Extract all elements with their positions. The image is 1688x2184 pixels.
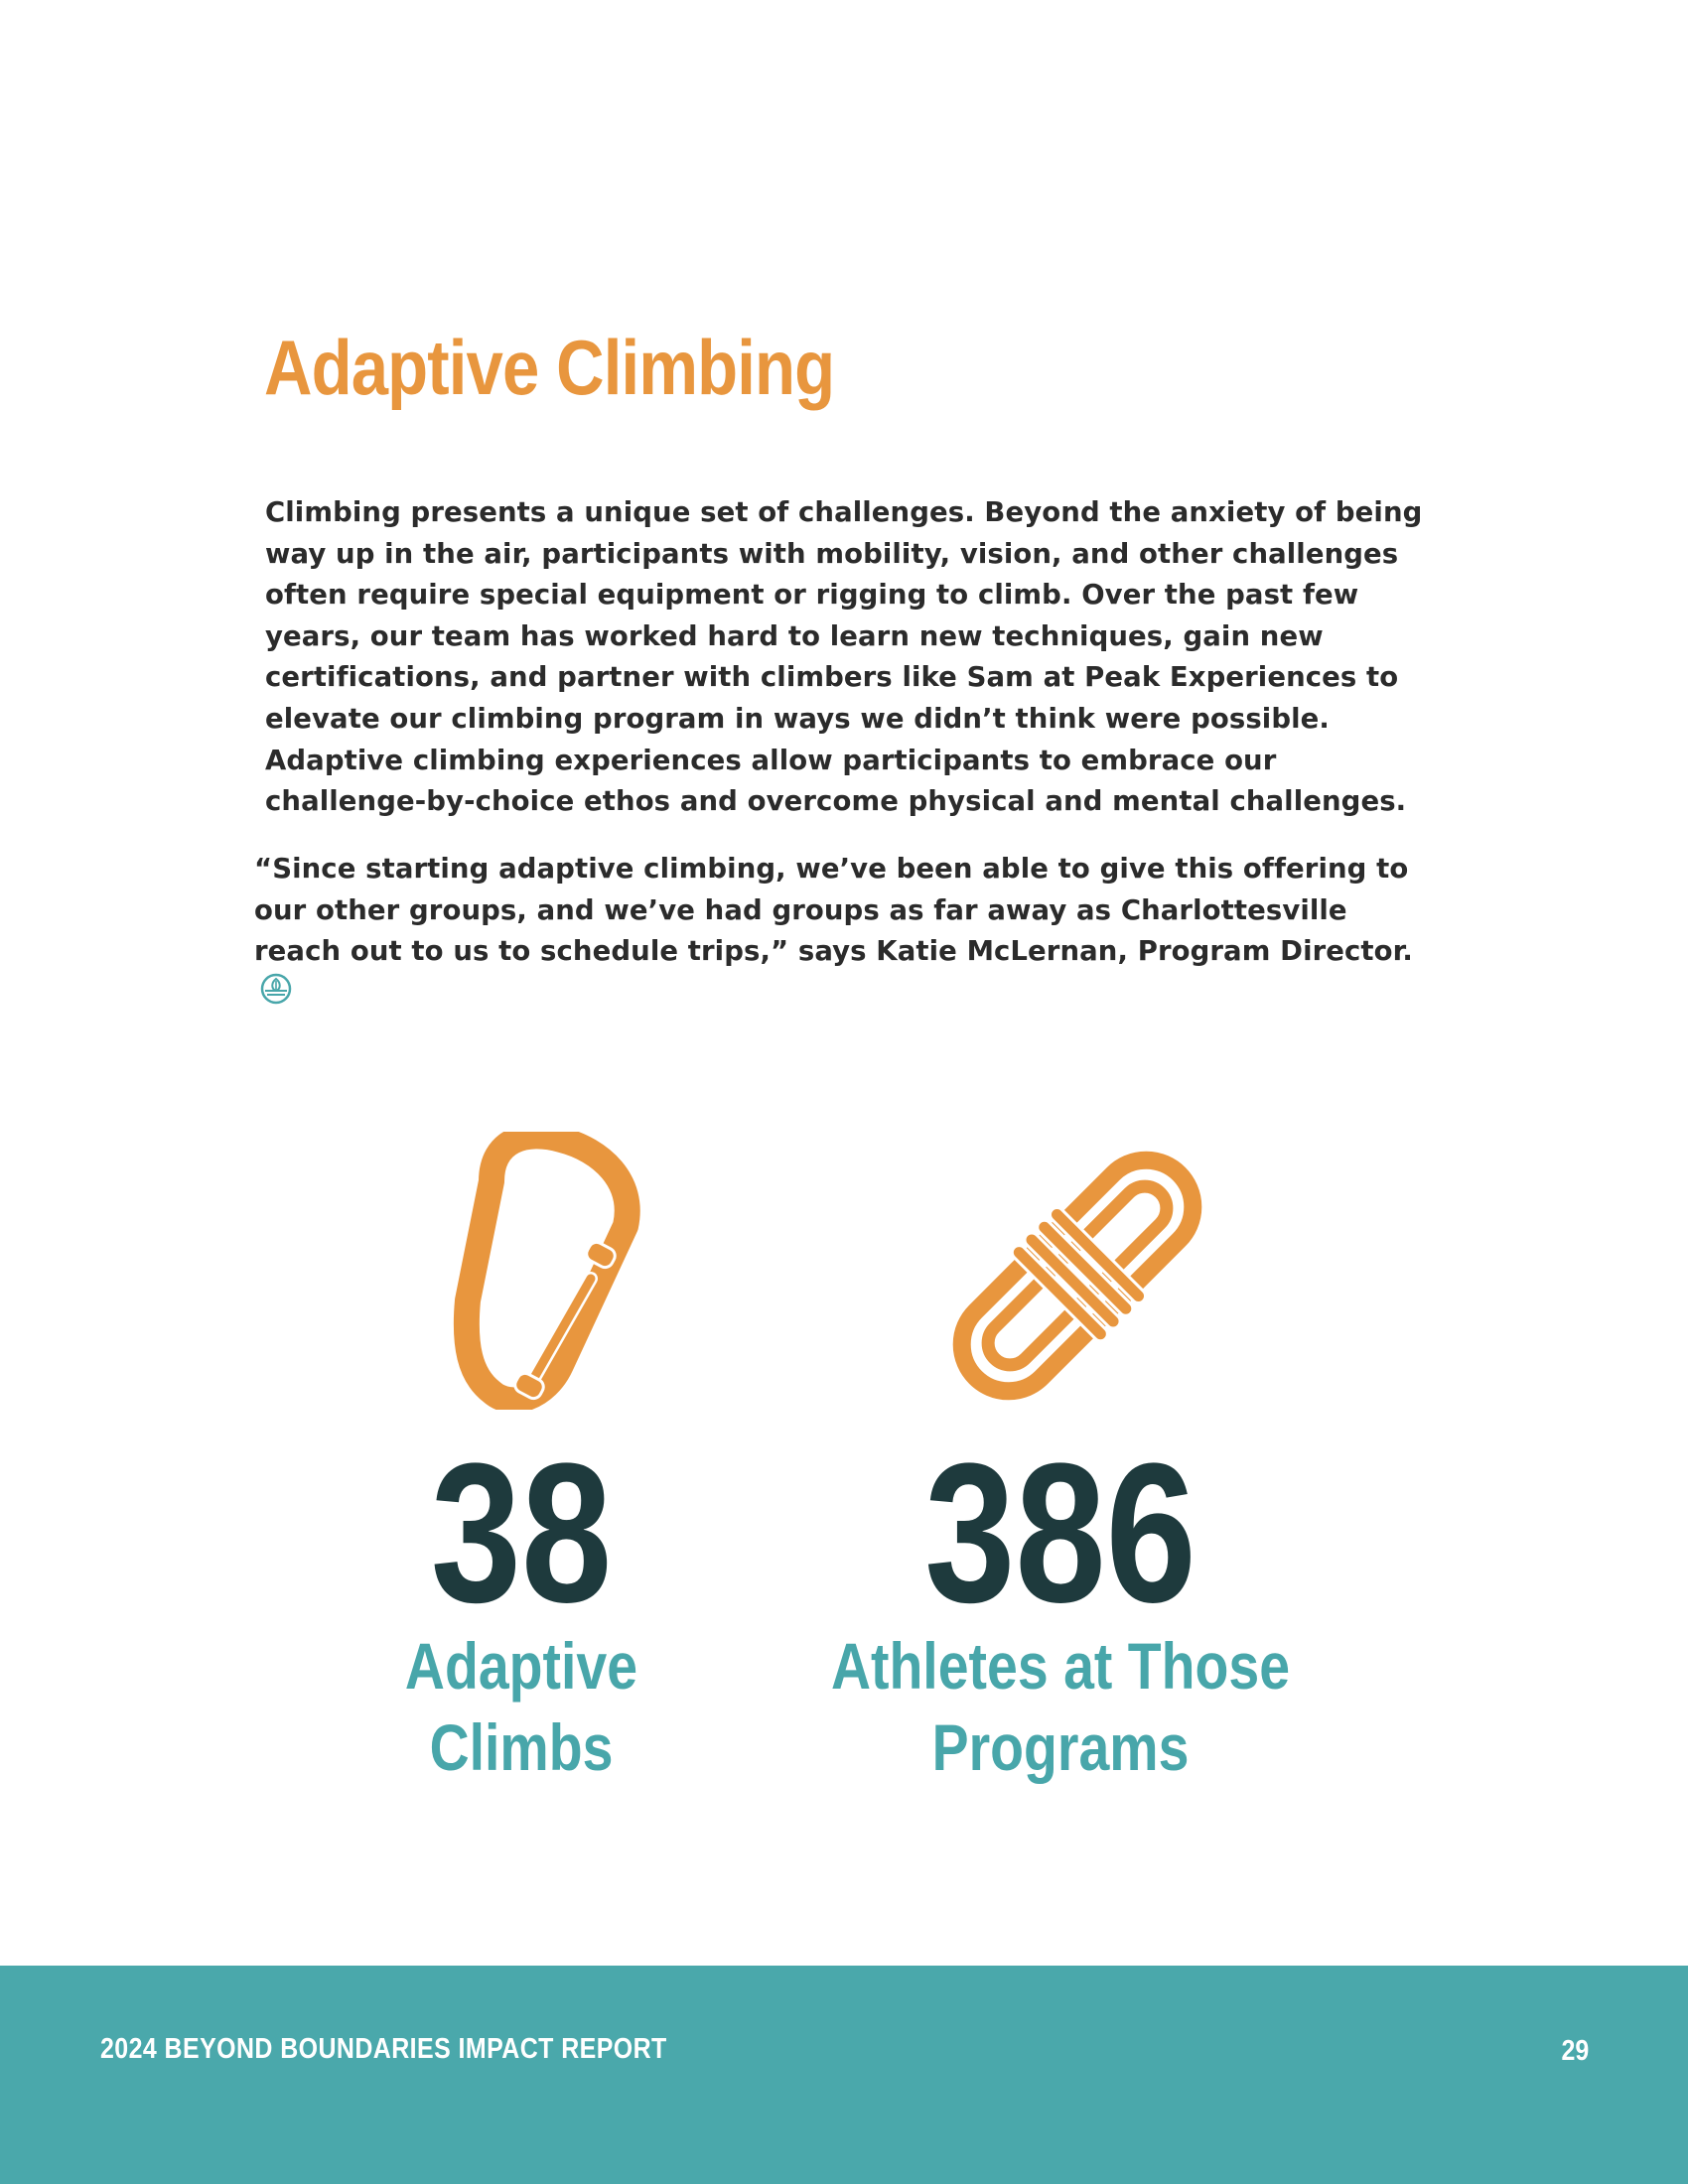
quote-paragraph	[254, 849, 1436, 1017]
stat-label-line2: Programs	[931, 1710, 1190, 1784]
footer-report-title: 2024 BEYOND BOUNDARIES IMPACT REPORT	[100, 2033, 667, 2065]
stat-adaptive-climbs	[323, 1423, 720, 1788]
logo-end-mark-icon	[260, 973, 292, 1018]
footer-bar	[0, 1966, 1688, 2184]
coiled-rope-icon	[938, 1142, 1216, 1410]
body-paragraph: Climbing presents a unique set of challenges. Beyond the anxiety of being way up in the air, participants with mobility, vision, and other challenges often require special equipment or rigging to climb. Over the past few years, our team has worked hard to learn new techniques, gain new certifications, and partner with climbers like Sam at Peak Experiences to elevate our climbing program in ways we didn’t think were possible. Adaptive climbing experiences allow participants to embrace our challenge-by-choice ethos and overcome physical and mental challenges.	[265, 496, 1423, 818]
stat-value: 38	[430, 1423, 613, 1644]
footer-page-number: 29	[1561, 2035, 1589, 2067]
quote-open-mark: “	[254, 853, 273, 885]
stat-athletes	[763, 1423, 1358, 1788]
stat-label-line1: Adaptive	[404, 1629, 638, 1703]
stat-label-line1: Athletes at Those	[830, 1629, 1291, 1703]
stat-label-line2: Climbs	[429, 1710, 614, 1784]
quote-text: Since starting adaptive climbing, we’ve been able to give this offering to our other groups, and we’ve had groups as far away as Charlottesville reach out to us to schedule trips,” says Katie McLernan, Program Director.	[254, 853, 1413, 968]
carabiner-icon	[452, 1132, 640, 1410]
stat-value: 386	[924, 1423, 1196, 1644]
page-title: Adaptive Climbing	[264, 324, 835, 411]
